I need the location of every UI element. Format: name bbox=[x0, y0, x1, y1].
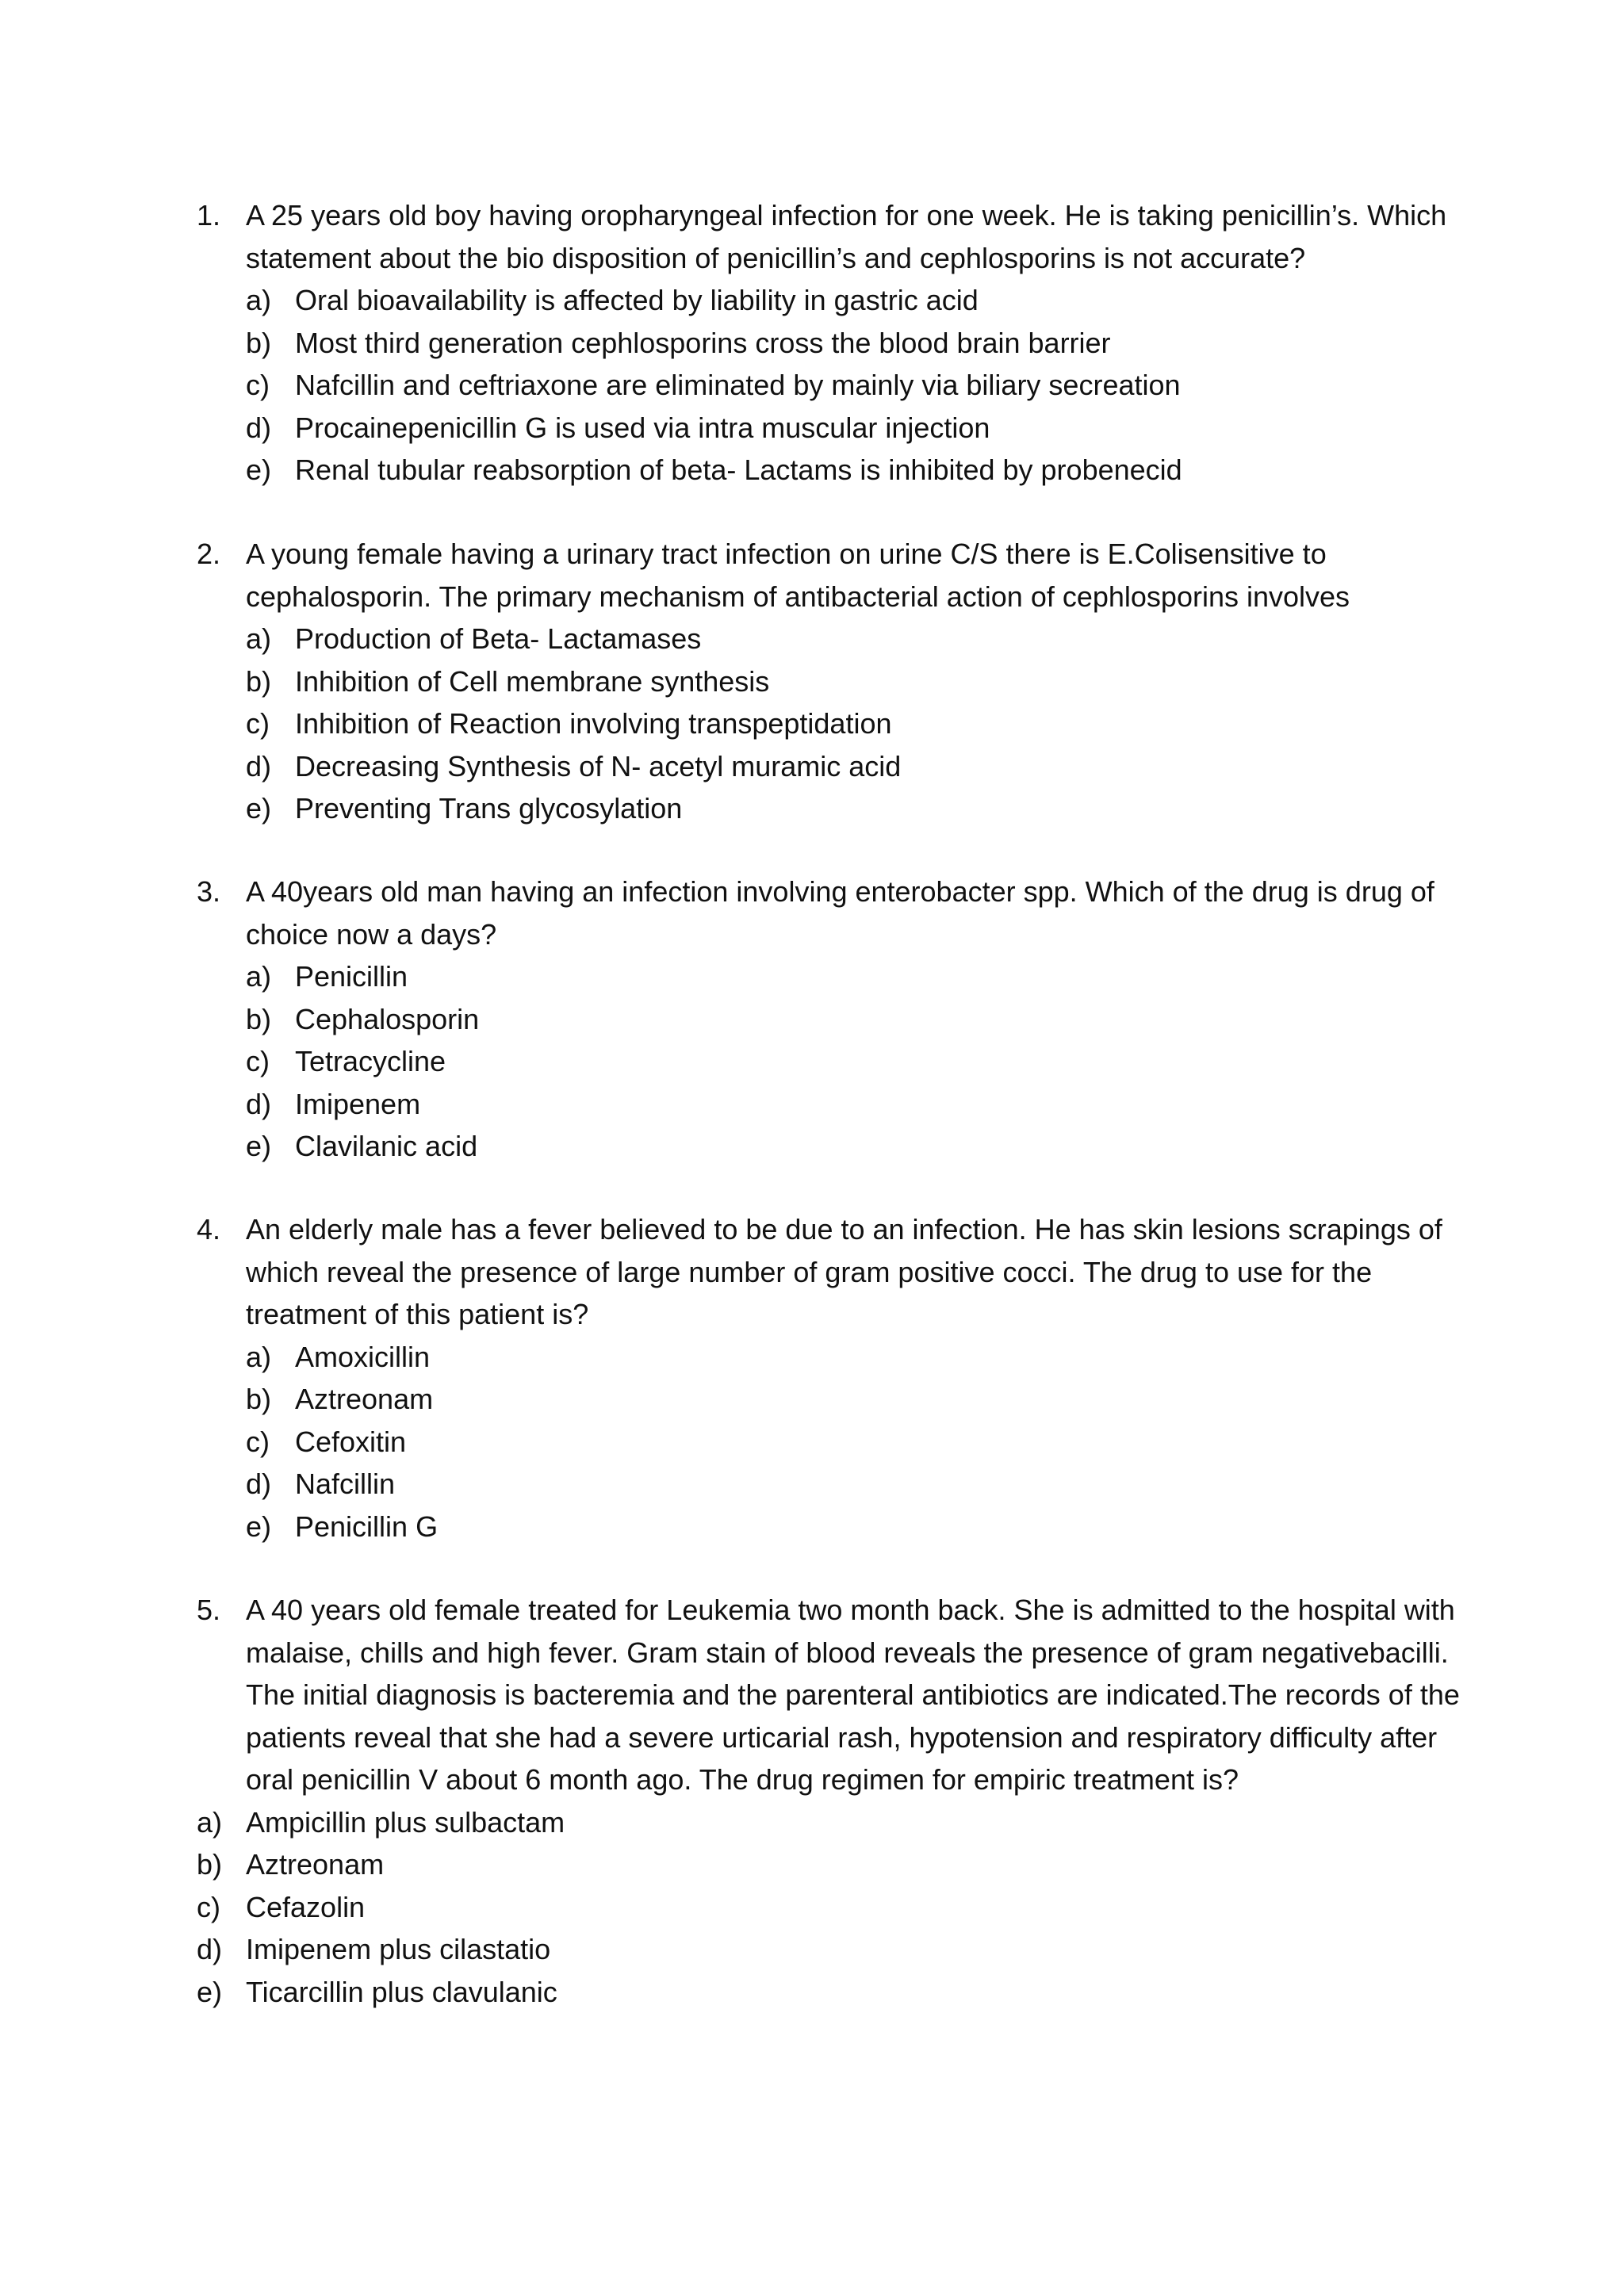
option-e bbox=[0, 1971, 1624, 2014]
option-letter: d) bbox=[246, 749, 272, 783]
option-letter: d) bbox=[246, 1468, 272, 1500]
option-text: Nafcillin bbox=[295, 1468, 396, 1500]
question-stem bbox=[0, 533, 1624, 618]
option-c bbox=[0, 1886, 1624, 1929]
option-letter: e) bbox=[246, 792, 272, 825]
option-letter: c) bbox=[246, 1045, 270, 1077]
option-text: Nafcillin and ceftriaxone are eliminated by mainly via biliary secreation bbox=[295, 369, 1181, 401]
option-text: Tetracycline bbox=[295, 1045, 446, 1077]
option-text: Ampicillin plus sulbactam bbox=[246, 1805, 565, 1839]
question-number: 3. bbox=[197, 875, 221, 908]
question-number: 4. bbox=[197, 1213, 221, 1246]
option-d bbox=[0, 1928, 1624, 1971]
option-letter: c) bbox=[246, 369, 270, 401]
option-text: Imipenem plus cilastatio bbox=[246, 1933, 551, 1965]
option-letter: a) bbox=[246, 284, 272, 316]
option-d bbox=[0, 745, 1624, 788]
option-c bbox=[0, 364, 1624, 407]
question-stem bbox=[0, 1589, 1624, 1801]
option-letter: a) bbox=[246, 622, 272, 655]
option-b bbox=[0, 660, 1624, 703]
option-c bbox=[0, 1040, 1624, 1083]
question-text: A 40years old man having an infection involving enterobacter spp. Which of the drug is drug of choice now a days? bbox=[246, 875, 1434, 951]
question-5 bbox=[0, 1589, 1624, 2013]
option-d bbox=[0, 1463, 1624, 1506]
option-text: Inhibition of Cell membrane synthesis bbox=[295, 664, 770, 698]
option-letter: e) bbox=[246, 453, 272, 486]
option-text: Imipenem bbox=[295, 1087, 421, 1120]
option-text: Inhibition of Reaction involving transpeptidation bbox=[295, 707, 892, 740]
question-text: A 25 years old boy having oropharyngeal infection for one week. He is taking penicillin’s. Which statement about the bio disposition of penicillin’s and cephlosporins is not accurate? bbox=[246, 199, 1447, 274]
option-a bbox=[0, 955, 1624, 998]
option-letter: b) bbox=[246, 1002, 272, 1035]
option-e bbox=[0, 449, 1624, 492]
question-stem bbox=[0, 194, 1624, 279]
option-letter: a) bbox=[246, 1340, 272, 1373]
option-letter: c) bbox=[197, 1890, 220, 1923]
option-c bbox=[0, 702, 1624, 745]
option-text: Renal tubular reabsorption of beta- Lactams is inhibited by probenecid bbox=[295, 453, 1182, 486]
question-3 bbox=[0, 871, 1624, 1168]
option-list bbox=[0, 279, 1624, 492]
option-text: Cefoxitin bbox=[295, 1425, 407, 1458]
option-letter: e) bbox=[246, 1130, 272, 1162]
option-text: Oral bioavailability is affected by liability in gastric acid bbox=[295, 284, 979, 316]
option-text: Penicillin bbox=[295, 960, 408, 993]
option-b bbox=[0, 1843, 1624, 1886]
question-stem bbox=[0, 1208, 1624, 1336]
option-letter: c) bbox=[246, 1425, 270, 1458]
option-text: Amoxicillin bbox=[295, 1340, 431, 1373]
option-b bbox=[0, 1378, 1624, 1421]
option-e bbox=[0, 1125, 1624, 1168]
option-list bbox=[0, 1801, 1624, 2014]
option-letter: d) bbox=[197, 1933, 223, 1965]
option-list bbox=[0, 955, 1624, 1168]
option-text: Cefazolin bbox=[246, 1890, 366, 1923]
question-1 bbox=[0, 194, 1624, 492]
option-letter: d) bbox=[246, 1087, 272, 1120]
option-d bbox=[0, 407, 1624, 450]
option-text: Cephalosporin bbox=[295, 1002, 480, 1035]
question-text: A 40 years old female treated for Leukemia two month back. She is admitted to the hospital with malaise, chills and high fever. Gram stain of blood reveals the presence of gram negativebacilli. The initial diagnosis is bacteremia and the parenteral antibiotics are indicated.The records of the patients reveal that she had a severe urticarial rash, hypotension and respiratory difficulty after oral penicillin V about 6 month ago. The drug regimen for empiric treatment is? bbox=[246, 1594, 1460, 1796]
option-a bbox=[0, 618, 1624, 660]
option-a bbox=[0, 279, 1624, 322]
option-b bbox=[0, 322, 1624, 365]
option-letter: b) bbox=[246, 664, 272, 698]
option-letter: b) bbox=[246, 326, 272, 359]
option-letter: d) bbox=[246, 411, 272, 444]
option-text: Decreasing Synthesis of N- acetyl muramic acid bbox=[295, 749, 902, 783]
option-letter: a) bbox=[197, 1805, 223, 1839]
option-text: Clavilanic acid bbox=[295, 1130, 478, 1162]
question-text: An elderly male has a fever believed to be due to an infection. He has skin lesions scrapings of which reveal the presence of large number of gram positive cocci. The drug to use for the treatment of this patient is? bbox=[246, 1213, 1442, 1330]
option-letter: c) bbox=[246, 707, 270, 740]
question-number: 5. bbox=[197, 1594, 221, 1626]
option-e bbox=[0, 1506, 1624, 1548]
option-letter: a) bbox=[246, 960, 272, 993]
option-text: Preventing Trans glycosylation bbox=[295, 792, 683, 825]
option-text: Aztreonam bbox=[295, 1383, 434, 1415]
option-c bbox=[0, 1421, 1624, 1464]
option-letter: e) bbox=[246, 1510, 272, 1543]
question-number: 1. bbox=[197, 199, 221, 232]
question-number: 2. bbox=[197, 538, 221, 570]
option-list bbox=[0, 618, 1624, 830]
option-text: Procainepenicillin G is used via intra muscular injection bbox=[295, 411, 990, 444]
option-text: Ticarcillin plus clavulanic bbox=[246, 1975, 557, 2008]
question-stem bbox=[0, 871, 1624, 955]
question-text: A young female having a urinary tract infection on urine C/S there is E.Colisensitive to cephalosporin. The primary mechanism of antibacterial action of cephlosporins involves bbox=[246, 538, 1350, 613]
option-text: Most third generation cephlosporins cross the blood brain barrier bbox=[295, 326, 1111, 359]
option-text: Penicillin G bbox=[295, 1510, 439, 1543]
option-list bbox=[0, 1336, 1624, 1548]
option-b bbox=[0, 998, 1624, 1041]
option-d bbox=[0, 1083, 1624, 1126]
question-2 bbox=[0, 533, 1624, 830]
option-a bbox=[0, 1336, 1624, 1379]
question-4 bbox=[0, 1208, 1624, 1548]
option-text: Production of Beta- Lactamases bbox=[295, 622, 702, 655]
option-e bbox=[0, 787, 1624, 830]
option-text: Aztreonam bbox=[246, 1848, 385, 1881]
option-letter: b) bbox=[197, 1848, 223, 1881]
option-a bbox=[0, 1801, 1624, 1844]
option-letter: e) bbox=[197, 1975, 223, 2008]
option-letter: b) bbox=[246, 1383, 272, 1415]
